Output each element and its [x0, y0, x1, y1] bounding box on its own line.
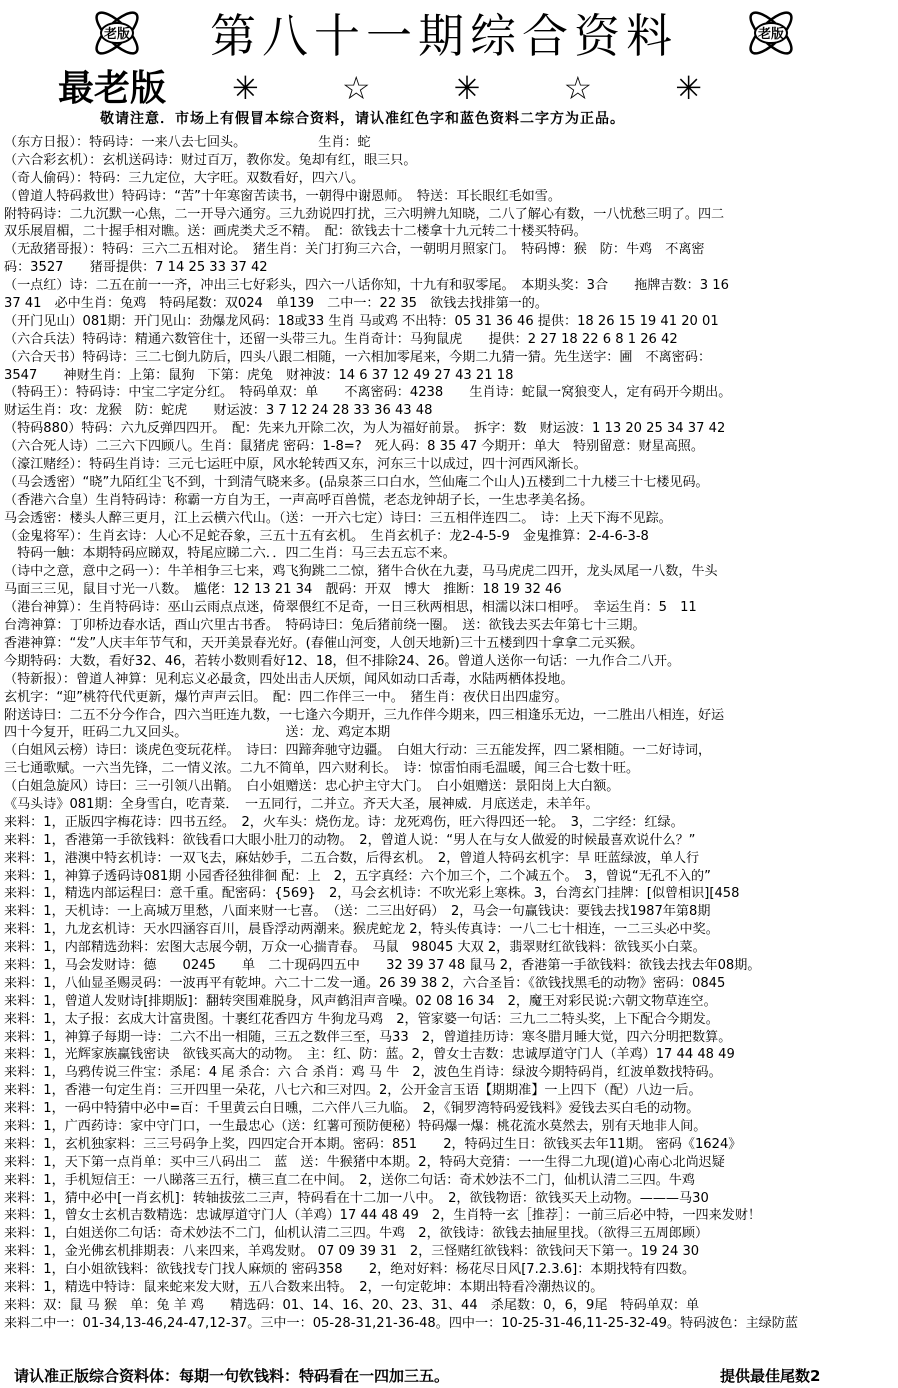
text-line: （白姐急旋风）诗曰：三一引领八出鞘。 白小姐赠送：忠心护主守大门。 白小姐赠送：景阳岗上大白额。 — [4, 779, 620, 795]
atom-logo-icon — [742, 4, 800, 62]
text-line: （特码王）：特码诗：中宝二字定分红。 特码单双：单 不离密码：4238 生肖诗：蛇鼠一窝狼变人，定有码开今期出。 — [4, 385, 732, 401]
text-line: （曾道人特码救世）特码诗：“苦”十年寒窗苦读书，一朝得中谢恩师。 特送：耳长眼红毛如雪。 — [4, 188, 561, 204]
footer — [0, 1364, 898, 1388]
text-line: 来料：1，港澳中特玄机诗：一双飞去，麻姑妙手，二五合数，后得玄机。 2，曾道人特码玄机字：旱 旺蓝绿波，单人行 — [4, 850, 700, 866]
text-line: 来料：1，白姐送你二句话：奇术妙法不二门，仙机认清二三四。牛鸡 2，欲钱诗：欲钱去抽屉里找。（欲得三五周郎顾） — [4, 1226, 709, 1242]
text-line: （开门见山）081期：开门见山：劲爆龙风码：18或33 生肖 马或鸡 不出特：05 31 36 46 提供：18 26 15 19 41 20 01 — [4, 313, 719, 329]
text-line: 37 41 必中生肖：兔鸡 特码尾数：双024 单139 二中一：22 35 欲钱去找排第一的。 — [4, 296, 548, 312]
text-line: （港台神算）：生肖特码诗：巫山云雨点点迷，倚翠偎红不足奇，一日三秋两相思，相濡以沫口相呼。 幸运生肖：5 11 — [4, 600, 697, 616]
text-line: （一点红）诗：二五在前一一齐，冲出三七好彩头，四六一八话你知，十九有和驭零尾。 本期头奖：3合 拖牌吉数：3 16 — [4, 278, 729, 294]
text-line: 来料：1，正版四字梅花诗：四书五经。 2，火车头：烧伤龙。诗：龙死鸡伤，旺六得四还一轮。 3，二字经：红绿。 — [4, 814, 684, 830]
text-line: （东方日报）：特码诗：一来八去七回头。 生肖：蛇 — [4, 135, 371, 150]
text-line: 来料：1，神算子透码诗081期 小园香径独徘徊 配：上 2，五字真经：六个加三个，二个减五个。 3，曾说“无孔不入的” — [4, 868, 711, 884]
text-line: 码：3527 猪哥提供：7 14 25 33 37 42 — [4, 260, 268, 276]
text-line: 来料：1，手机短信王：一八睇落三五行，横三直二在中间。 2，送你二句话：奇术妙法不二门，仙机认清二三四。牛鸡 — [4, 1172, 695, 1188]
asterisk-icon: ✳ — [675, 69, 702, 107]
footer-tail-number: 提供最佳尾数2 — [720, 1367, 821, 1385]
text-line: 来料：1，白小姐欲钱料：欲钱找专门找人麻烦的 密码358 2，绝对好料：杨花尽日风[7.2.3.6]：本期找特有四数。 — [4, 1262, 696, 1278]
text-line: 三七通歌赋。一六当先锋，二一情义浓。二九不简单，四六财利长。 诗：惊雷怕雨毛温暖，闻三合七数十旺。 — [4, 761, 640, 777]
text-line: （奇人偷码）：特码：三九定位，大字旺。双数看好，四六八。 — [4, 170, 365, 186]
text-line: 来料：1，猜中必中[一肖玄机]：转轴拔弦二三声，特码看在十二加一八中。 2，欲钱物语：欲钱买天上动物。———马30 — [4, 1190, 709, 1206]
text-line: 马会透密：楼头人醉三更月，江上云横六代山。（送：一开六七定）诗曰：三五相伴连四二。 诗：上天下海不见踪。 — [4, 510, 672, 526]
text-line: （马会透密）“晓”九陌红尘飞不到，十到清气晓来多。(品泉茶三口白水，竺仙庵二个山人)五楼到二十九楼三十七楼见码。 — [4, 474, 709, 490]
text-line: 来料：1，马会发财诗：德 0245 单 二十现码四五中 32 39 37 48 鼠马 2，香港第一手欲钱料：欲钱去找去年08期。 — [4, 957, 761, 973]
text-line: 来料：1，太子报：玄成大计富贵图。十裹红花香四方 牛狗龙马鸡 2，管家婆一句话：三九二二特头奖，上下配合今期发。 — [4, 1011, 719, 1027]
text-line: 来料：1，精选中特诗：鼠来蛇来发大财，五八合数来出特。 2，一句定乾坤：本期出特看冷潮热议的。 — [4, 1280, 604, 1295]
authenticity-notice: 敬请注意．市场上有假冒本综合资料，请认准红色字和蓝色资料二字方为正品。 — [100, 111, 625, 127]
text-line: 来料：1，香港一句定生肖：三开四里一朵花，八七六和三对四。2，公开金言玉语【期期准】一上四下（配）八边一后。 — [4, 1083, 702, 1099]
text-line: 财运生肖：攻：龙猴 防：蛇虎 财运波：3 7 12 24 28 33 36 43 48 — [4, 403, 433, 419]
text-line: 《马头诗》081期：全身雪白，吃青菜． 一五同行，二并立。齐天大圣，展神威．月底送走，未羊年。 — [4, 796, 599, 812]
text-line: 来料：1，内部精选劲料：宏图大志展今朝，万众一心揣青春。 马鼠 98045 大双 2，翡翠财红欲钱料：欲钱买小白菜。 — [4, 940, 706, 956]
text-line: 来料：1，曾道人发财诗[排期版]：翻转突围难脱身，风声鹤泪声音噪。02 08 16 34 2，魔王对彩民说:六朝文物草连空。 — [4, 993, 717, 1009]
text-line: （无敌猪哥报）：特码：三六二五相对论。 猪生肖：关门打狗三六合，一朝明月照家门。 特码博：猴 防：牛鸡 不离密 — [4, 242, 705, 258]
text-line: 玄机字：“迎”桃符代代更新，爆竹声声云旧。 配：四二作伴三一中。 猪生肖：夜伏日出四虚穷。 — [4, 689, 568, 705]
text-line: 附特码诗：二九沉默一心焦，二一开导六通穷。三九劲说四打扰，三六明辨九知晓，二八了解心有数，一八忧愁三明了。四二 — [4, 206, 725, 222]
text-line: （六合死人诗）二三六下四顾八。生肖：鼠猪虎 密码：1-8=? 死人码：8 35 47 今期开：单大 特别留意：财星高照。 — [4, 439, 704, 455]
text-line: 来料：1，精选内部运程曰：意千重。配密码：{569} 2，马会玄机诗：不吹光彩上寒株。3，台湾玄门挂牌：[似曾相识][458 — [4, 886, 740, 902]
text-line: 附送诗曰：二五不分今作合，四六当旺连九数，一七逢六今期开，三九作伴今期来，四三相逢乐无边，一二胜出八相连，好运 — [4, 707, 725, 723]
text-line: （诗中之意，意中之码一）：牛羊相争三七来，鸡飞狗跳二二惊，猪牛合伙在九妻，马马虎虎二四开，龙头凤尾一八数，牛头 — [4, 564, 718, 580]
text-line: 来料：1，神算子每期一诗：二六不出一相随，三五之数伴三至，马33 2，曾道挂历诗：寒冬腊月睡大觉，四六分明把数算。 — [4, 1029, 732, 1045]
atom-logo-icon — [88, 4, 146, 62]
text-line: （白姐风云榜）诗曰：谈虎色变玩花样。 诗曰：四蹄奔驰守边疆。 白姐大行动：三五能发挥，四二紧相随。一二好诗词， — [4, 743, 712, 759]
header — [0, 0, 898, 127]
text-line: 双乐展眉楣，二十握手相对瞧。送：画虎类犬乏不精。 配：欲钱去十二楼拿十九元转二十楼买特码。 — [4, 224, 587, 240]
text-line: 来料：1，玄机独家料：三三号码争上奖，四四定合开本期。密码：851 2，特码过生日：欲钱买去年11期。 密码《1624》 — [4, 1136, 742, 1152]
text-line: （六合兵法）特码诗：精通六数管住十，还留一头带三九。生肖奇计：马狗鼠虎 提供：2 27 18 22 6 8 1 26 42 — [4, 331, 678, 347]
star-row — [232, 64, 702, 112]
text-line: 来料：1，八仙显圣赐灵码：一波再平有乾坤。六二十二发一通。26 39 38 2，六合圣旨：《欲钱找黑毛的动物》密码：0845 — [4, 975, 726, 991]
text-line: 来料：1，乌鸦传说三件宝：杀尾：4 尾 杀合：六 合 杀肖：鸡 马 牛 2，波色生肖诗：绿波今期特码肖，红波单数找特码。 — [4, 1065, 722, 1081]
text-line: 来料：1，广西药诗：家中守门口，一生最忠心（送：红薯可预防便秘）特码爆一爆：桃花流水莫然去，别有天地非人间。 — [4, 1118, 707, 1134]
edition-label: 最老版 — [58, 67, 167, 109]
text-line: 来料：1，曾女士玄机吉数精选：忠诚厚道守门人（羊鸡）17 44 48 49 2，生肖特一玄［推荐］：一前三后必中特，一四来发财！ — [4, 1208, 762, 1224]
text-line: 四十今复开，旺码二九又回头。 送：龙、鸡定本期 — [4, 725, 391, 741]
text-line: （特新报）：曾道人神算：见利忘义必最贪，四处出击人厌烦，闻风如动口舌毒，水陆两栖体投地。 — [4, 671, 574, 687]
asterisk-icon: ✳ — [232, 69, 259, 107]
text-line: 香港神算：“发”人庆丰年节气和，天开美景春光好。(春催山河变，人创天地新)三十五楼到四十拿拿二元买猴。 — [4, 635, 644, 651]
text-line: 来料二中一：01-34,13-46,24-47,12-37。三中一：05-28-31,21-36-48。四中一：10-25-31-46,11-25-32-49。特码波色：主绿防蓝 — [4, 1315, 798, 1331]
svg-text:老版: 老版 — [757, 27, 785, 42]
text-line: （六合天书）特码诗：三二七倒九防后，四头八跟二相随，一六相加零尾来，今期二九猜一猜。先生送字：圃 不离密码： — [4, 349, 712, 365]
text-line: 今期特码：大数，看好32、46，若转小数则看好12、18，但不排除24、26。曾道人送你一句话：一九作合二八开。 — [4, 653, 681, 669]
text-line: 来料：1，天下第一点肖单：买中三八码出二 蓝 送：牛猴猪中本期。2，特码大竞猜：一一生得二九现(道)心南心北尚迟疑 — [4, 1154, 725, 1170]
text-line: （六合彩玄机）：玄机送码诗：财过百万，教你发。兔却有红，眼三只。 — [4, 152, 417, 168]
text-line: 台湾神算：丁卯桥边春水话，酉山穴里古书香。 特码诗曰：兔后猪前绕一圈。 送：欲钱去买去年第七十三期。 — [4, 618, 646, 634]
text-line: 特码一触：本期特码应睇双，特尾应睇二六．．四二生肖：马三去五忘不来。 — [4, 546, 456, 562]
text-line: （香港六合皇）生肖特码诗：称霸一方自为王，一声高呼百兽慌，老态龙钟胡子长，一生忠孝美名扬。 — [4, 492, 594, 508]
text-line: （金鬼将军）：生肖玄诗：人心不足蛇吞象，三五十五有玄机。 生肖玄机子：龙2-4-5-9 金鬼推算：2-4-6-3-8 — [4, 528, 649, 544]
content-body — [4, 134, 892, 1333]
text-line: 来料：双：鼠 马 猴 单：兔 羊 鸡 精选码：01、14、16、20、23、31、44 杀尾数：0，6，9尾 特码单双：单 — [4, 1297, 700, 1313]
text-line: 来料：1，一码中特猜中必中=百：千里黄云白日曛，二六伴八三九临。 2，《铜罗湾特码爱钱料》爱钱去买白毛的动物。 — [4, 1101, 700, 1117]
star-icon: ☆ — [341, 69, 371, 107]
text-line: 马面三三见，鼠目寸光一八数。 尴佬：12 13 21 34 靓码：开双 博大 推断：18 19 32 46 — [4, 582, 562, 598]
text-line: 来料：1，光辉家族赢钱密诀 欲钱买高大的动物。 主：红、防：蓝。2，曾女士吉数：忠诚厚道守门人（羊鸡）17 44 48 49 — [4, 1047, 735, 1063]
text-line: 来料：1，香港第一手欲钱料：欲钱看口大眼小肚刀的动物。 2，曾道人说：“男人在与女人做爱的时候最喜欢说什么？” — [4, 832, 696, 848]
text-line: 来料：1，天机诗：一上高城万里愁，八面来财一七喜。 （送：二三出好码） 2，马会一句赢钱诀：要钱去找1987年第8期 — [4, 904, 711, 920]
page-title: 第八十一期综合资料 — [210, 9, 678, 63]
asterisk-icon: ✳ — [453, 69, 481, 107]
footer-tip: 请认准正版综合资料体：每期一句钦钱料：特码看在一四加三五。 — [14, 1367, 450, 1385]
text-line: 3547 神财生肖：上第：鼠狗 下第：虎兔 财神波：14 6 37 12 49 27 43 21 18 — [4, 367, 514, 383]
text-line: 来料：1，金光佛玄机排期表：八来四来，羊鸡发财。 07 09 39 31 2，三怪赌红欲钱料：欲钱问天下第一。19 24 30 — [4, 1244, 700, 1260]
svg-text:老版: 老版 — [103, 27, 131, 42]
text-line: 来料：1，九龙玄机诗：天水四涵容百川，晨昏浮动两潮来。猴虎蛇龙 2，特头传真诗：一八二七十相连，一二三头必中奖。 — [4, 922, 719, 938]
star-icon: ☆ — [563, 69, 593, 107]
text-line: （濠江赌经）：特码生肖诗：三元七运旺中原，风水轮转西又东，河东三十以成过，四十河西风渐长。 — [4, 457, 587, 473]
text-line: （特码880）特码：六九反弹四四开。 配：先来九开除二次，为人为福好前景。 拆字：数 财运波：1 13 20 25 34 37 42 — [4, 421, 726, 437]
